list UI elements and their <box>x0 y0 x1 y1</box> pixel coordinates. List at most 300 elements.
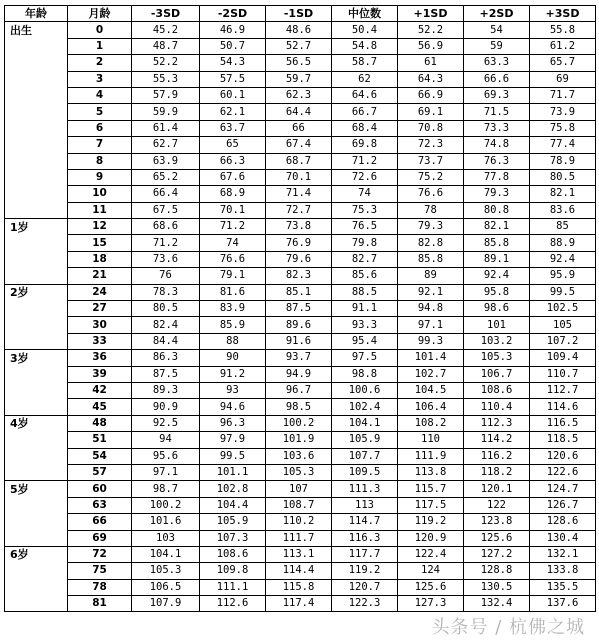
table-row <box>5 596 596 612</box>
value-cell: 78.9 <box>530 153 596 169</box>
value-cell: 85 <box>530 219 596 235</box>
table-row <box>5 71 596 87</box>
value-cell: 73.9 <box>530 104 596 120</box>
growth-standard-table <box>4 5 596 612</box>
value-cell: 102.8 <box>200 481 266 497</box>
value-cell: 127.3 <box>398 596 464 612</box>
value-cell: 71.2 <box>132 235 200 251</box>
value-cell: 112.6 <box>200 596 266 612</box>
value-cell: 75.8 <box>530 120 596 136</box>
value-cell: 71.2 <box>332 153 398 169</box>
month-cell: 10 <box>68 186 132 202</box>
column-header: 年龄 <box>5 6 68 22</box>
value-cell: 124 <box>398 563 464 579</box>
value-cell: 79.8 <box>332 235 398 251</box>
value-cell: 57.5 <box>200 71 266 87</box>
month-cell: 9 <box>68 169 132 185</box>
value-cell: 103 <box>132 530 200 546</box>
value-cell: 94.8 <box>398 301 464 317</box>
value-cell: 59.9 <box>132 104 200 120</box>
value-cell: 74.8 <box>464 137 530 153</box>
value-cell: 82.8 <box>398 235 464 251</box>
value-cell: 125.6 <box>398 579 464 595</box>
table-row <box>5 202 596 218</box>
value-cell: 66.9 <box>398 87 464 103</box>
age-cell <box>5 530 68 546</box>
value-cell: 73.3 <box>464 120 530 136</box>
value-cell: 68.9 <box>200 186 266 202</box>
value-cell: 105.3 <box>132 563 200 579</box>
month-cell: 11 <box>68 202 132 218</box>
value-cell: 57.9 <box>132 87 200 103</box>
table-row <box>5 186 596 202</box>
age-cell <box>5 382 68 398</box>
month-cell: 27 <box>68 301 132 317</box>
age-cell <box>5 399 68 415</box>
value-cell: 69.1 <box>398 104 464 120</box>
table-row <box>5 284 596 300</box>
value-cell: 75.2 <box>398 169 464 185</box>
table-row <box>5 497 596 513</box>
table-row <box>5 579 596 595</box>
month-cell: 8 <box>68 153 132 169</box>
value-cell: 132.1 <box>530 546 596 562</box>
value-cell: 65.2 <box>132 169 200 185</box>
value-cell: 112.7 <box>530 382 596 398</box>
table-row <box>5 235 596 251</box>
column-header: -1SD <box>266 6 332 22</box>
value-cell: 137.6 <box>530 596 596 612</box>
table-row <box>5 219 596 235</box>
month-cell: 39 <box>68 366 132 382</box>
value-cell: 77.4 <box>530 137 596 153</box>
age-cell: 3岁 <box>5 350 68 366</box>
value-cell: 92.5 <box>132 415 200 431</box>
value-cell: 117.5 <box>398 497 464 513</box>
value-cell: 120.1 <box>464 481 530 497</box>
value-cell: 115.8 <box>266 579 332 595</box>
value-cell: 66 <box>266 120 332 136</box>
month-cell: 33 <box>68 333 132 349</box>
value-cell: 98.7 <box>132 481 200 497</box>
value-cell: 101 <box>464 317 530 333</box>
value-cell: 132.4 <box>464 596 530 612</box>
table-row <box>5 120 596 136</box>
value-cell: 118.2 <box>464 464 530 480</box>
table-row <box>5 464 596 480</box>
value-cell: 71.4 <box>266 186 332 202</box>
value-cell: 104.1 <box>332 415 398 431</box>
month-cell: 4 <box>68 87 132 103</box>
value-cell: 128.6 <box>530 514 596 530</box>
table-row <box>5 333 596 349</box>
value-cell: 54.3 <box>200 55 266 71</box>
month-cell: 24 <box>68 284 132 300</box>
table-row <box>5 481 596 497</box>
value-cell: 66.4 <box>132 186 200 202</box>
value-cell: 80.5 <box>530 169 596 185</box>
table-row <box>5 137 596 153</box>
value-cell: 108.7 <box>266 497 332 513</box>
month-cell: 7 <box>68 137 132 153</box>
value-cell: 64.6 <box>332 87 398 103</box>
table-row <box>5 432 596 448</box>
value-cell: 68.4 <box>332 120 398 136</box>
value-cell: 54.8 <box>332 38 398 54</box>
age-cell <box>5 169 68 185</box>
header-row <box>5 6 596 22</box>
value-cell: 99.5 <box>200 448 266 464</box>
value-cell: 133.8 <box>530 563 596 579</box>
month-cell: 66 <box>68 514 132 530</box>
value-cell: 45.2 <box>132 22 200 38</box>
table-row <box>5 546 596 562</box>
value-cell: 119.2 <box>332 563 398 579</box>
value-cell: 78.3 <box>132 284 200 300</box>
table-row <box>5 415 596 431</box>
value-cell: 88 <box>200 333 266 349</box>
age-cell <box>5 497 68 513</box>
value-cell: 127.2 <box>464 546 530 562</box>
value-cell: 83.9 <box>200 301 266 317</box>
month-cell: 5 <box>68 104 132 120</box>
month-cell: 60 <box>68 481 132 497</box>
table-row <box>5 104 596 120</box>
value-cell: 59.7 <box>266 71 332 87</box>
value-cell: 120.9 <box>398 530 464 546</box>
month-cell: 21 <box>68 268 132 284</box>
value-cell: 89.6 <box>266 317 332 333</box>
age-cell <box>5 71 68 87</box>
value-cell: 113 <box>332 497 398 513</box>
value-cell: 101.1 <box>200 464 266 480</box>
value-cell: 107.9 <box>132 596 200 612</box>
value-cell: 108.2 <box>398 415 464 431</box>
value-cell: 60.1 <box>200 87 266 103</box>
value-cell: 102.4 <box>332 399 398 415</box>
value-cell: 100.2 <box>132 497 200 513</box>
value-cell: 94 <box>132 432 200 448</box>
age-cell <box>5 579 68 595</box>
value-cell: 116.3 <box>332 530 398 546</box>
value-cell: 93 <box>200 382 266 398</box>
value-cell: 114.7 <box>332 514 398 530</box>
value-cell: 55.8 <box>530 22 596 38</box>
value-cell: 67.4 <box>266 137 332 153</box>
value-cell: 50.7 <box>200 38 266 54</box>
value-cell: 99.3 <box>398 333 464 349</box>
value-cell: 69.3 <box>464 87 530 103</box>
value-cell: 73.7 <box>398 153 464 169</box>
value-cell: 115.7 <box>398 481 464 497</box>
value-cell: 123.8 <box>464 514 530 530</box>
value-cell: 104.4 <box>200 497 266 513</box>
value-cell: 78 <box>398 202 464 218</box>
value-cell: 62.3 <box>266 87 332 103</box>
age-cell: 4岁 <box>5 415 68 431</box>
value-cell: 105.9 <box>200 514 266 530</box>
age-cell <box>5 563 68 579</box>
age-cell <box>5 120 68 136</box>
month-cell: 45 <box>68 399 132 415</box>
month-cell: 2 <box>68 55 132 71</box>
value-cell: 102.5 <box>530 301 596 317</box>
column-header: 月龄 <box>68 6 132 22</box>
value-cell: 48.7 <box>132 38 200 54</box>
table-row <box>5 317 596 333</box>
age-cell <box>5 333 68 349</box>
value-cell: 86.3 <box>132 350 200 366</box>
value-cell: 82.1 <box>464 219 530 235</box>
value-cell: 76.6 <box>398 186 464 202</box>
value-cell: 80.8 <box>464 202 530 218</box>
month-cell: 54 <box>68 448 132 464</box>
table-row <box>5 55 596 71</box>
value-cell: 112.3 <box>464 415 530 431</box>
table-row <box>5 514 596 530</box>
value-cell: 89.1 <box>464 251 530 267</box>
value-cell: 106.7 <box>464 366 530 382</box>
value-cell: 75.3 <box>332 202 398 218</box>
value-cell: 100.2 <box>266 415 332 431</box>
month-cell: 75 <box>68 563 132 579</box>
value-cell: 66.6 <box>464 71 530 87</box>
value-cell: 95.6 <box>132 448 200 464</box>
value-cell: 109.4 <box>530 350 596 366</box>
value-cell: 105.3 <box>464 350 530 366</box>
value-cell: 97.5 <box>332 350 398 366</box>
table-row <box>5 382 596 398</box>
value-cell: 122 <box>464 497 530 513</box>
age-cell <box>5 301 68 317</box>
value-cell: 94.6 <box>200 399 266 415</box>
value-cell: 68.7 <box>266 153 332 169</box>
age-cell <box>5 87 68 103</box>
value-cell: 111.1 <box>200 579 266 595</box>
value-cell: 101.6 <box>132 514 200 530</box>
value-cell: 107 <box>266 481 332 497</box>
value-cell: 107.7 <box>332 448 398 464</box>
value-cell: 52.2 <box>132 55 200 71</box>
table-row <box>5 153 596 169</box>
value-cell: 96.3 <box>200 415 266 431</box>
value-cell: 91.6 <box>266 333 332 349</box>
column-header: -3SD <box>132 6 200 22</box>
value-cell: 135.5 <box>530 579 596 595</box>
age-cell <box>5 55 68 71</box>
age-cell <box>5 104 68 120</box>
age-cell <box>5 596 68 612</box>
age-cell <box>5 366 68 382</box>
value-cell: 59 <box>464 38 530 54</box>
value-cell: 104.5 <box>398 382 464 398</box>
age-cell <box>5 235 68 251</box>
age-cell <box>5 464 68 480</box>
value-cell: 117.4 <box>266 596 332 612</box>
value-cell: 54 <box>464 22 530 38</box>
value-cell: 84.4 <box>132 333 200 349</box>
value-cell: 67.5 <box>132 202 200 218</box>
column-header: +3SD <box>530 6 596 22</box>
age-cell <box>5 38 68 54</box>
value-cell: 111.9 <box>398 448 464 464</box>
value-cell: 94.9 <box>266 366 332 382</box>
month-cell: 12 <box>68 219 132 235</box>
value-cell: 62 <box>332 71 398 87</box>
column-header: +2SD <box>464 6 530 22</box>
value-cell: 130.4 <box>530 530 596 546</box>
value-cell: 91.1 <box>332 301 398 317</box>
table-row <box>5 22 596 38</box>
value-cell: 50.4 <box>332 22 398 38</box>
value-cell: 87.5 <box>132 366 200 382</box>
table-row <box>5 399 596 415</box>
age-cell <box>5 268 68 284</box>
value-cell: 92.4 <box>464 268 530 284</box>
month-cell: 72 <box>68 546 132 562</box>
value-cell: 63.9 <box>132 153 200 169</box>
value-cell: 88.9 <box>530 235 596 251</box>
watermark: 头条号 / 杭佛之城 <box>431 617 585 638</box>
value-cell: 110 <box>398 432 464 448</box>
value-cell: 124.7 <box>530 481 596 497</box>
value-cell: 110.2 <box>266 514 332 530</box>
age-cell: 出生 <box>5 22 68 38</box>
month-cell: 36 <box>68 350 132 366</box>
value-cell: 128.8 <box>464 563 530 579</box>
value-cell: 77.8 <box>464 169 530 185</box>
value-cell: 71.5 <box>464 104 530 120</box>
value-cell: 90 <box>200 350 266 366</box>
value-cell: 74 <box>332 186 398 202</box>
value-cell: 88.5 <box>332 284 398 300</box>
value-cell: 82.7 <box>332 251 398 267</box>
value-cell: 107.3 <box>200 530 266 546</box>
value-cell: 97.1 <box>398 317 464 333</box>
value-cell: 95.9 <box>530 268 596 284</box>
value-cell: 105 <box>530 317 596 333</box>
value-cell: 114.4 <box>266 563 332 579</box>
value-cell: 62.1 <box>200 104 266 120</box>
value-cell: 105.3 <box>266 464 332 480</box>
value-cell: 79.6 <box>266 251 332 267</box>
value-cell: 70.8 <box>398 120 464 136</box>
value-cell: 68.6 <box>132 219 200 235</box>
age-cell <box>5 153 68 169</box>
table-row <box>5 448 596 464</box>
value-cell: 85.8 <box>464 235 530 251</box>
value-cell: 73.8 <box>266 219 332 235</box>
age-cell: 2岁 <box>5 284 68 300</box>
month-cell: 69 <box>68 530 132 546</box>
value-cell: 65 <box>200 137 266 153</box>
value-cell: 81.6 <box>200 284 266 300</box>
value-cell: 85.1 <box>266 284 332 300</box>
month-cell: 30 <box>68 317 132 333</box>
value-cell: 80.5 <box>132 301 200 317</box>
value-cell: 122.3 <box>332 596 398 612</box>
value-cell: 110.4 <box>464 399 530 415</box>
value-cell: 74 <box>200 235 266 251</box>
age-cell <box>5 137 68 153</box>
value-cell: 69.8 <box>332 137 398 153</box>
value-cell: 71.2 <box>200 219 266 235</box>
value-cell: 82.1 <box>530 186 596 202</box>
value-cell: 113.1 <box>266 546 332 562</box>
value-cell: 107.2 <box>530 333 596 349</box>
value-cell: 70.1 <box>266 169 332 185</box>
age-cell <box>5 448 68 464</box>
value-cell: 103.2 <box>464 333 530 349</box>
value-cell: 76.9 <box>266 235 332 251</box>
month-cell: 15 <box>68 235 132 251</box>
month-cell: 0 <box>68 22 132 38</box>
value-cell: 63.7 <box>200 120 266 136</box>
value-cell: 87.5 <box>266 301 332 317</box>
value-cell: 120.7 <box>332 579 398 595</box>
value-cell: 98.6 <box>464 301 530 317</box>
column-header: +1SD <box>398 6 464 22</box>
month-cell: 81 <box>68 596 132 612</box>
value-cell: 61.4 <box>132 120 200 136</box>
value-cell: 65.7 <box>530 55 596 71</box>
value-cell: 73.6 <box>132 251 200 267</box>
value-cell: 66.7 <box>332 104 398 120</box>
value-cell: 95.8 <box>464 284 530 300</box>
value-cell: 92.4 <box>530 251 596 267</box>
value-cell: 55.3 <box>132 71 200 87</box>
value-cell: 76.6 <box>200 251 266 267</box>
value-cell: 56.5 <box>266 55 332 71</box>
value-cell: 52.2 <box>398 22 464 38</box>
column-header: -2SD <box>200 6 266 22</box>
value-cell: 97.9 <box>200 432 266 448</box>
value-cell: 76.5 <box>332 219 398 235</box>
value-cell: 64.3 <box>398 71 464 87</box>
value-cell: 72.7 <box>266 202 332 218</box>
table-row <box>5 268 596 284</box>
value-cell: 69 <box>530 71 596 87</box>
value-cell: 120.6 <box>530 448 596 464</box>
table-body <box>5 22 596 612</box>
value-cell: 66.3 <box>200 153 266 169</box>
value-cell: 108.6 <box>200 546 266 562</box>
value-cell: 82.4 <box>132 317 200 333</box>
value-cell: 98.5 <box>266 399 332 415</box>
month-cell: 6 <box>68 120 132 136</box>
value-cell: 98.8 <box>332 366 398 382</box>
value-cell: 114.2 <box>464 432 530 448</box>
age-cell <box>5 317 68 333</box>
value-cell: 89.3 <box>132 382 200 398</box>
value-cell: 110.7 <box>530 366 596 382</box>
value-cell: 130.5 <box>464 579 530 595</box>
value-cell: 125.6 <box>464 530 530 546</box>
value-cell: 111.7 <box>266 530 332 546</box>
value-cell: 111.3 <box>332 481 398 497</box>
table-row <box>5 251 596 267</box>
value-cell: 126.7 <box>530 497 596 513</box>
month-cell: 48 <box>68 415 132 431</box>
value-cell: 61 <box>398 55 464 71</box>
month-cell: 18 <box>68 251 132 267</box>
value-cell: 100.6 <box>332 382 398 398</box>
table-row <box>5 563 596 579</box>
value-cell: 83.6 <box>530 202 596 218</box>
month-cell: 63 <box>68 497 132 513</box>
value-cell: 89 <box>398 268 464 284</box>
value-cell: 85.9 <box>200 317 266 333</box>
